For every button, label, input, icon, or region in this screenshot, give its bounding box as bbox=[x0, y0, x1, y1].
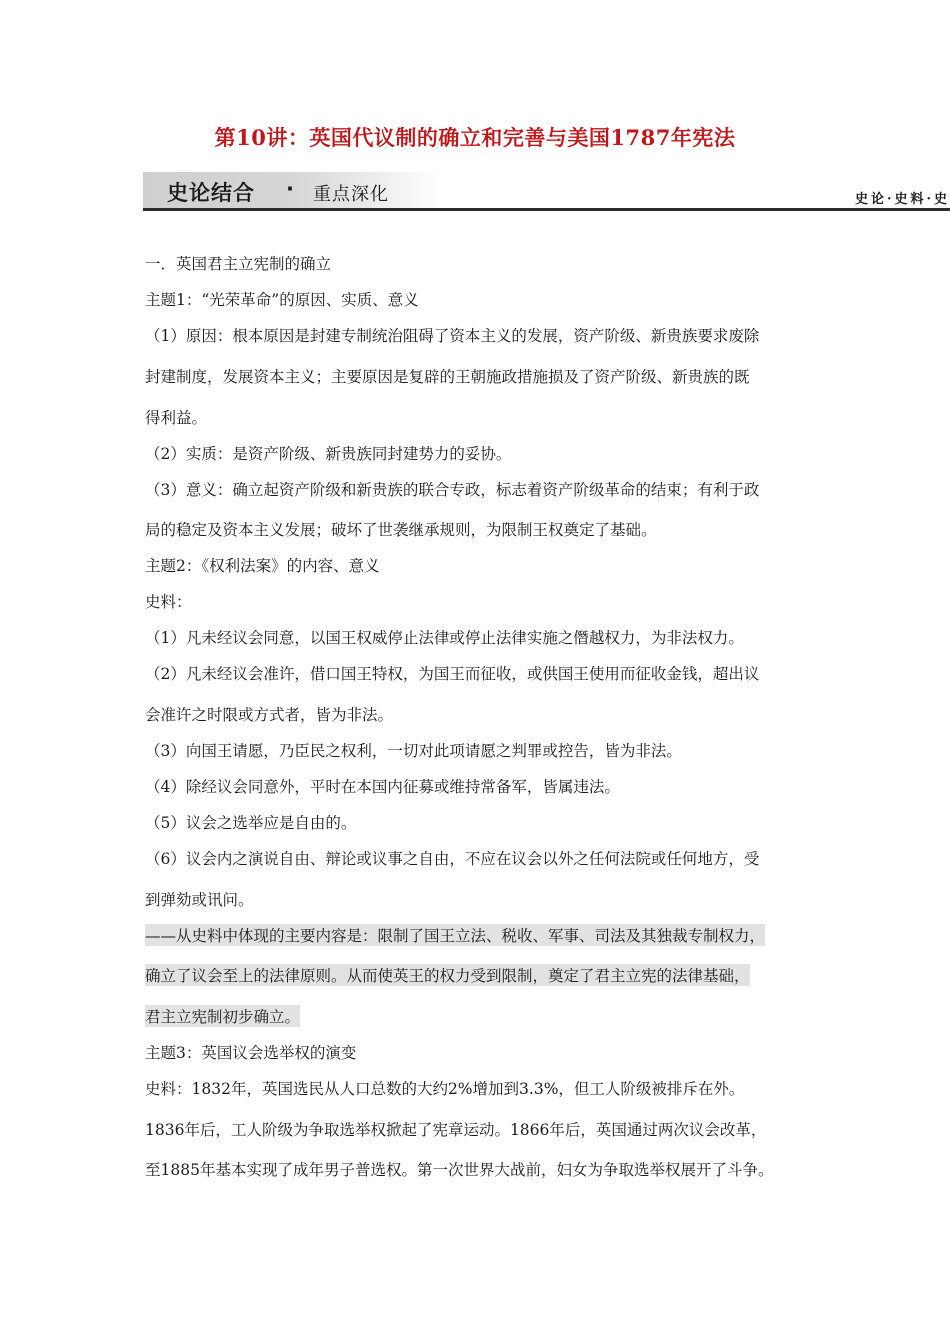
source-item: 会准许之时限或方式者，皆为非法。 bbox=[145, 706, 394, 724]
paragraph-line: 史料：1832年，英国选民从人口总数的大约2%增加到3.3%，但工人阶级被排斥在外。 bbox=[145, 1080, 745, 1098]
paragraph-line: 得利益。 bbox=[145, 409, 208, 427]
paragraph-line: 封建制度，发展资本主义；主要原因是复辟的王朝施政措施损及了资产阶级、新贵族的既 bbox=[145, 368, 750, 386]
highlighted-summary-line: 确立了议会至上的法律原则。从而使英王的权力受到限制，奠定了君主立宪的法律基础， bbox=[145, 964, 750, 986]
source-item: 到弹劾或讯问。 bbox=[145, 891, 254, 909]
source-label: 史料： bbox=[145, 593, 192, 611]
section-heading: 一．英国君主立宪制的确立 bbox=[145, 255, 332, 273]
banner-rule bbox=[143, 208, 950, 211]
source-item: （3）向国王请愿，乃臣民之权利，一切对此项请愿之判罪或控告，皆为非法。 bbox=[145, 742, 682, 760]
banner-main-label: 史论结合 bbox=[167, 181, 255, 205]
paragraph-line: （2）实质：是资产阶级、新贵族同封建势力的妥协。 bbox=[145, 445, 512, 463]
source-item: （4）除经议会同意外，平时在本国内征募或维持常备军，皆属违法。 bbox=[145, 778, 620, 796]
paragraph-line: 局的稳定及资本主义发展；破坏了世袭继承规则，为限制王权奠定了基础。 bbox=[145, 521, 657, 539]
paragraph-line: 1836年后，工人阶级为争取选举权掀起了宪章运动。1866年后，英国通过两次议会改革， bbox=[145, 1121, 767, 1139]
source-item: （1）凡未经议会同意，以国王权威停止法律或停止法律实施之僭越权力，为非法权力。 bbox=[145, 629, 744, 647]
source-item: （6）议会内之演说自由、辩论或议事之自由，不应在议会以外之任何法院或任何地方，受 bbox=[145, 850, 760, 868]
topic-heading: 主题2：《权利法案》的内容、意义 bbox=[145, 557, 380, 575]
highlighted-summary-line: 君主立宪制初步确立。 bbox=[145, 1005, 300, 1027]
section-banner bbox=[143, 172, 950, 212]
paragraph-line: 至1885年基本实现了成年男子普选权。第一次世界大战前，妇女为争取选举权展开了斗争。 bbox=[145, 1161, 774, 1179]
highlighted-summary-line: ——从史料中体现的主要内容是：限制了国王立法、税收、军事、司法及其独裁专制权力， bbox=[145, 924, 765, 946]
topic-heading: 主题3：英国议会选举权的演变 bbox=[145, 1044, 357, 1062]
source-item: （5）议会之选举应是自由的。 bbox=[145, 814, 357, 832]
page-title: 第10讲：英国代议制的确立和完善与美国1787年宪法 bbox=[214, 125, 736, 150]
banner-right-label: 史论·史料·史 bbox=[854, 192, 950, 207]
topic-heading: 主题1：“光荣革命”的原因、实质、意义 bbox=[145, 291, 419, 309]
source-item: （2）凡未经议会准许，借口国王特权，为国王而征收，或供国王使用而征收金钱，超出议 bbox=[145, 665, 760, 683]
paragraph-line: （3）意义：确立起资产阶级和新贵族的联合专政，标志着资产阶级革命的结束；有利于政 bbox=[145, 481, 760, 499]
banner-separator-dot: · bbox=[286, 177, 294, 201]
paragraph-line: （1）原因：根本原因是封建专制统治阻碍了资本主义的发展，资产阶级、新贵族要求废除 bbox=[145, 327, 760, 345]
banner-sub-label: 重点深化 bbox=[313, 184, 389, 205]
